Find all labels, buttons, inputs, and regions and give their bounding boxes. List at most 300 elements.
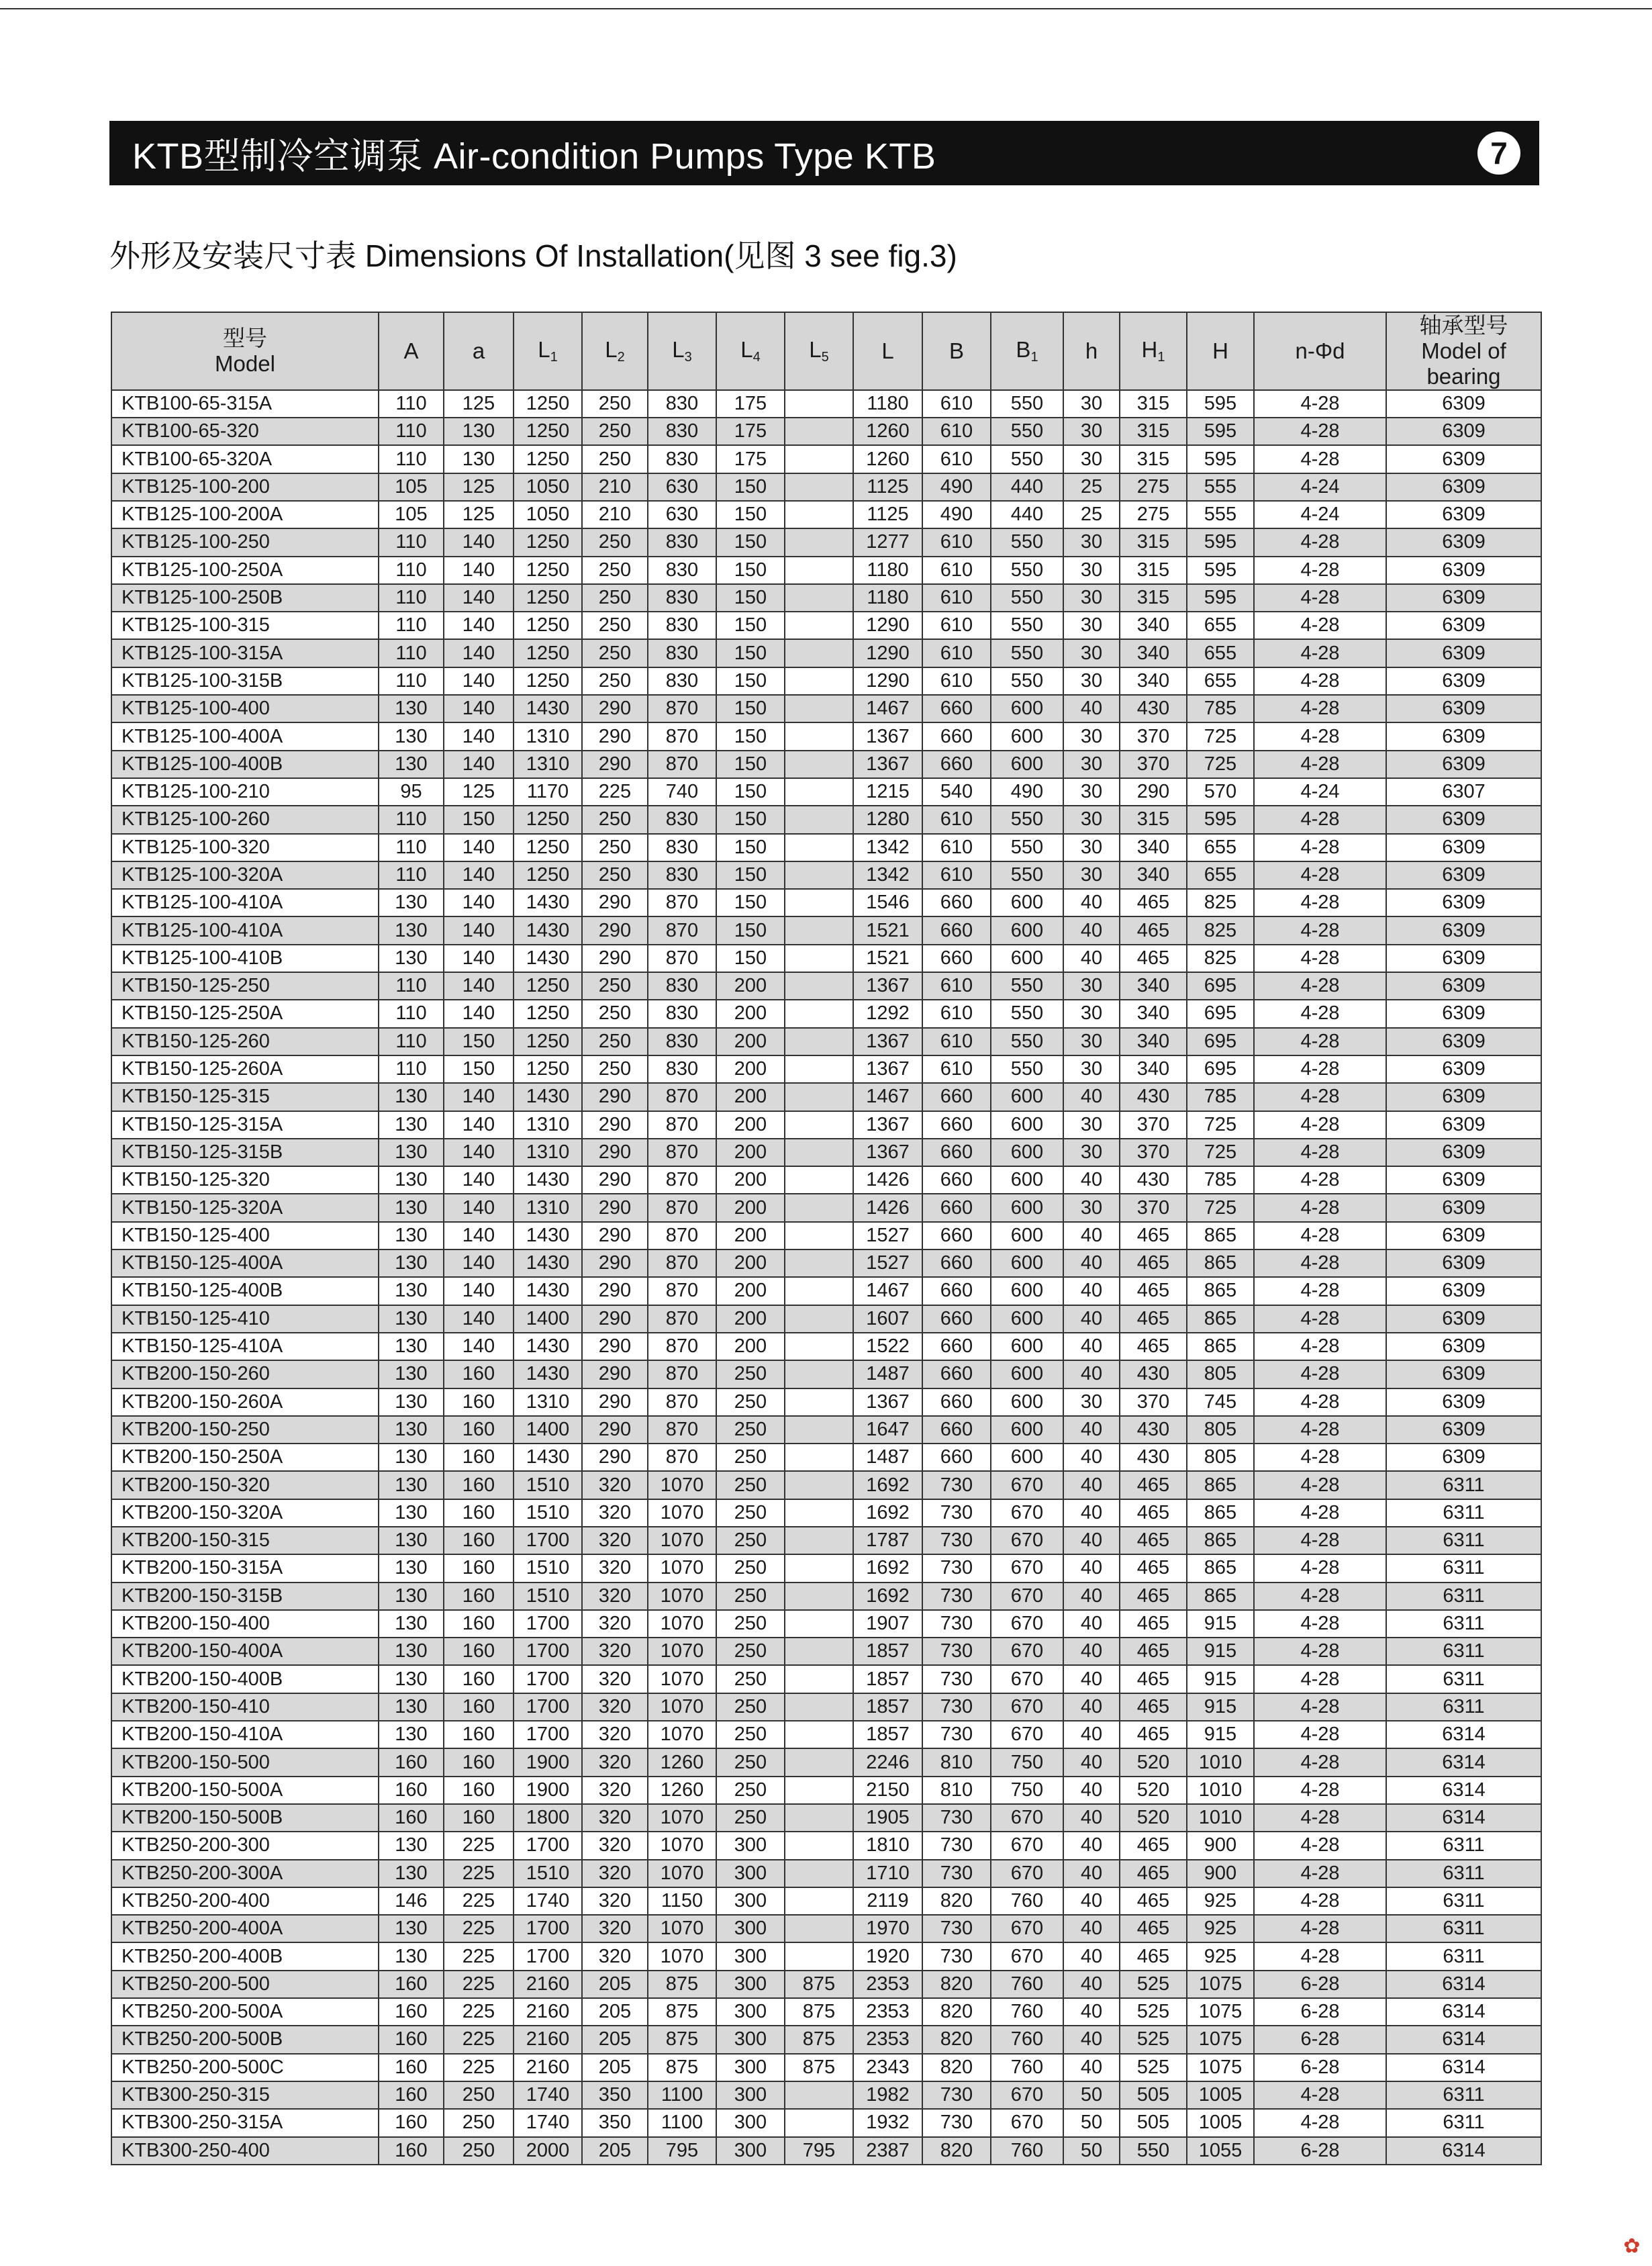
- value-cell: 820: [922, 2026, 991, 2053]
- value-cell: 290: [582, 1333, 648, 1360]
- value-cell: 670: [991, 2081, 1063, 2109]
- value-cell: 6309: [1386, 695, 1541, 722]
- value-cell: 730: [922, 1554, 991, 1582]
- value-cell: 465: [1120, 1860, 1187, 1887]
- column-header-label: H: [1141, 336, 1158, 362]
- value-cell: 6309: [1386, 1055, 1541, 1083]
- value-cell: 140: [444, 667, 514, 695]
- value-cell: [785, 1887, 853, 1915]
- value-cell: 6309: [1386, 584, 1541, 612]
- value-cell: 730: [922, 1942, 991, 1970]
- value-cell: 430: [1120, 695, 1187, 722]
- value-cell: 4-28: [1254, 1416, 1386, 1444]
- value-cell: 140: [444, 1277, 514, 1305]
- value-cell: 870: [648, 751, 716, 778]
- value-cell: 1250: [514, 445, 582, 473]
- value-cell: 250: [582, 972, 648, 1000]
- value-cell: 4-28: [1254, 612, 1386, 639]
- value-cell: 110: [379, 612, 444, 639]
- value-cell: 1250: [514, 1000, 582, 1027]
- value-cell: 820: [922, 1887, 991, 1915]
- value-cell: 130: [379, 1471, 444, 1499]
- value-cell: 1905: [853, 1804, 922, 1832]
- value-cell: 30: [1063, 528, 1120, 556]
- model-cell: KTB100-65-320: [111, 418, 379, 445]
- value-cell: 6311: [1386, 1583, 1541, 1610]
- value-cell: 6311: [1386, 2081, 1541, 2109]
- value-cell: 785: [1187, 1166, 1254, 1194]
- value-cell: 4-28: [1254, 639, 1386, 667]
- value-cell: 730: [922, 1915, 991, 1942]
- value-cell: 440: [991, 473, 1063, 501]
- value-cell: [785, 528, 853, 556]
- value-cell: 290: [582, 695, 648, 722]
- model-cell: KTB300-250-315: [111, 2081, 379, 2109]
- value-cell: 160: [379, 1971, 444, 1998]
- table-row: [111, 1527, 1541, 1554]
- value-cell: 250: [716, 1388, 785, 1416]
- value-cell: 4-28: [1254, 695, 1386, 722]
- value-cell: 4-24: [1254, 473, 1386, 501]
- value-cell: 1787: [853, 1527, 922, 1554]
- value-cell: 525: [1120, 2026, 1187, 2053]
- value-cell: 660: [922, 1222, 991, 1249]
- value-cell: 465: [1120, 1471, 1187, 1499]
- value-cell: [785, 722, 853, 750]
- value-cell: 1070: [648, 1915, 716, 1942]
- value-cell: [785, 1777, 853, 1804]
- value-cell: 160: [444, 1388, 514, 1416]
- value-cell: [785, 1028, 853, 1055]
- value-cell: 550: [1120, 2137, 1187, 2165]
- value-cell: 830: [648, 806, 716, 833]
- value-cell: 1400: [514, 1416, 582, 1444]
- value-cell: 205: [582, 2054, 648, 2081]
- value-cell: 30: [1063, 1194, 1120, 1221]
- value-cell: 2353: [853, 2026, 922, 2053]
- value-cell: 1521: [853, 945, 922, 972]
- model-cell: KTB200-150-400: [111, 1610, 379, 1638]
- value-cell: 4-28: [1254, 1832, 1386, 1859]
- value-cell: 4-28: [1254, 722, 1386, 750]
- value-cell: 160: [444, 1693, 514, 1721]
- value-cell: 490: [922, 501, 991, 528]
- column-header-label: n-Φd: [1295, 338, 1345, 363]
- value-cell: [785, 1942, 853, 1970]
- value-cell: 465: [1120, 1277, 1187, 1305]
- value-cell: 40: [1063, 1998, 1120, 2026]
- table-row: [111, 1444, 1541, 1471]
- value-cell: 925: [1187, 1942, 1254, 1970]
- value-cell: 160: [444, 1610, 514, 1638]
- value-cell: 160: [444, 1777, 514, 1804]
- value-cell: 40: [1063, 2054, 1120, 2081]
- value-cell: 600: [991, 1139, 1063, 1166]
- value-cell: 870: [648, 1166, 716, 1194]
- value-cell: 865: [1187, 1222, 1254, 1249]
- value-cell: 6309: [1386, 418, 1541, 445]
- value-cell: 465: [1120, 945, 1187, 972]
- value-cell: 290: [582, 889, 648, 916]
- value-cell: 730: [922, 1665, 991, 1693]
- value-cell: [785, 612, 853, 639]
- value-cell: 730: [922, 1804, 991, 1832]
- value-cell: [785, 667, 853, 695]
- value-cell: 490: [991, 778, 1063, 806]
- value-cell: 1290: [853, 612, 922, 639]
- value-cell: 660: [922, 722, 991, 750]
- value-cell: 870: [648, 1249, 716, 1277]
- table-row: [111, 1971, 1541, 1998]
- value-cell: 250: [716, 1804, 785, 1832]
- value-cell: 6-28: [1254, 2026, 1386, 2053]
- value-cell: 550: [991, 584, 1063, 612]
- value-cell: 465: [1120, 1583, 1187, 1610]
- value-cell: 875: [648, 1998, 716, 2026]
- value-cell: 225: [444, 1887, 514, 1915]
- value-cell: 1070: [648, 1610, 716, 1638]
- value-cell: 660: [922, 1249, 991, 1277]
- value-cell: [785, 1665, 853, 1693]
- value-cell: 870: [648, 1444, 716, 1471]
- value-cell: 1857: [853, 1693, 922, 1721]
- value-cell: 730: [922, 2081, 991, 2109]
- value-cell: 1970: [853, 1915, 922, 1942]
- value-cell: 40: [1063, 916, 1120, 944]
- value-cell: 670: [991, 1721, 1063, 1748]
- value-cell: 6309: [1386, 1000, 1541, 1027]
- table-row: [111, 1360, 1541, 1388]
- value-cell: 750: [991, 1777, 1063, 1804]
- value-cell: 430: [1120, 1166, 1187, 1194]
- value-cell: 6309: [1386, 528, 1541, 556]
- value-cell: 250: [716, 1416, 785, 1444]
- table-row: [111, 1721, 1541, 1748]
- value-cell: 140: [444, 834, 514, 861]
- value-cell: 300: [716, 2054, 785, 2081]
- value-cell: 6311: [1386, 1610, 1541, 1638]
- value-cell: 320: [582, 1942, 648, 1970]
- value-cell: [785, 1860, 853, 1887]
- value-cell: 250: [582, 1028, 648, 1055]
- value-cell: 4-28: [1254, 1638, 1386, 1665]
- value-cell: 50: [1063, 2137, 1120, 2165]
- value-cell: 1180: [853, 557, 922, 584]
- value-cell: 520: [1120, 1748, 1187, 1776]
- value-cell: 140: [444, 861, 514, 889]
- value-cell: 465: [1120, 889, 1187, 916]
- value-cell: [785, 861, 853, 889]
- value-cell: 870: [648, 1139, 716, 1166]
- value-cell: 1367: [853, 751, 922, 778]
- value-cell: 6309: [1386, 639, 1541, 667]
- value-cell: 465: [1120, 1554, 1187, 1582]
- value-cell: 870: [648, 1333, 716, 1360]
- value-cell: 610: [922, 1028, 991, 1055]
- value-cell: 290: [582, 1388, 648, 1416]
- value-cell: 595: [1187, 528, 1254, 556]
- value-cell: 40: [1063, 1693, 1120, 1721]
- value-cell: 40: [1063, 1249, 1120, 1277]
- value-cell: [785, 916, 853, 944]
- value-cell: 315: [1120, 584, 1187, 612]
- value-cell: 1467: [853, 1277, 922, 1305]
- value-cell: 870: [648, 1416, 716, 1444]
- value-cell: 4-28: [1254, 1083, 1386, 1111]
- table-row: [111, 1111, 1541, 1139]
- value-cell: 1310: [514, 1111, 582, 1139]
- model-cell: KTB125-100-315A: [111, 639, 379, 667]
- value-cell: 1010: [1187, 1777, 1254, 1804]
- value-cell: 250: [716, 1527, 785, 1554]
- model-cell: KTB200-150-320: [111, 1471, 379, 1499]
- model-cell: KTB200-150-260: [111, 1360, 379, 1388]
- value-cell: 315: [1120, 390, 1187, 418]
- value-cell: 4-28: [1254, 1055, 1386, 1083]
- column-header-label: L: [538, 336, 550, 362]
- value-cell: 6309: [1386, 945, 1541, 972]
- value-cell: 6309: [1386, 1249, 1541, 1277]
- value-cell: 290: [582, 1444, 648, 1471]
- value-cell: 610: [922, 445, 991, 473]
- value-cell: 6309: [1386, 473, 1541, 501]
- model-cell: KTB250-200-500: [111, 1971, 379, 1998]
- value-cell: 6311: [1386, 1860, 1541, 1887]
- value-cell: [785, 1139, 853, 1166]
- column-header-label: 型号: [223, 325, 267, 350]
- value-cell: 290: [582, 945, 648, 972]
- value-cell: 465: [1120, 1832, 1187, 1859]
- value-cell: 870: [648, 1222, 716, 1249]
- value-cell: 6311: [1386, 1832, 1541, 1859]
- model-cell: KTB125-100-315: [111, 612, 379, 639]
- value-cell: 200: [716, 1111, 785, 1139]
- value-cell: 6309: [1386, 1028, 1541, 1055]
- value-cell: 2387: [853, 2137, 922, 2165]
- value-cell: [785, 1083, 853, 1111]
- value-cell: 250: [582, 834, 648, 861]
- value-cell: 1510: [514, 1583, 582, 1610]
- value-cell: 830: [648, 1000, 716, 1027]
- page-number-badge: 7: [1477, 132, 1520, 175]
- value-cell: 6309: [1386, 390, 1541, 418]
- value-cell: 1260: [648, 1748, 716, 1776]
- value-cell: 290: [582, 722, 648, 750]
- value-cell: 695: [1187, 972, 1254, 1000]
- value-cell: 160: [444, 1499, 514, 1527]
- value-cell: 6311: [1386, 1471, 1541, 1499]
- value-cell: 660: [922, 1388, 991, 1416]
- table-row: [111, 473, 1541, 501]
- value-cell: 250: [582, 667, 648, 695]
- value-cell: 160: [379, 1804, 444, 1832]
- model-cell: KTB125-100-250: [111, 528, 379, 556]
- value-cell: 130: [379, 1277, 444, 1305]
- value-cell: 655: [1187, 639, 1254, 667]
- value-cell: 150: [716, 528, 785, 556]
- value-cell: 865: [1187, 1277, 1254, 1305]
- column-header-label-line: Model of: [1421, 338, 1506, 363]
- table-row: [111, 1554, 1541, 1582]
- value-cell: 725: [1187, 722, 1254, 750]
- value-cell: 550: [991, 528, 1063, 556]
- value-cell: 130: [379, 1527, 444, 1554]
- value-cell: 130: [379, 1194, 444, 1221]
- value-cell: 1125: [853, 473, 922, 501]
- value-cell: 1292: [853, 1000, 922, 1027]
- value-cell: 40: [1063, 889, 1120, 916]
- value-cell: 1367: [853, 972, 922, 1000]
- table-row: [111, 834, 1541, 861]
- model-cell: KTB100-65-315A: [111, 390, 379, 418]
- value-cell: 600: [991, 722, 1063, 750]
- value-cell: 660: [922, 916, 991, 944]
- column-header: [716, 312, 785, 390]
- value-cell: 6311: [1386, 1942, 1541, 1970]
- value-cell: 725: [1187, 1139, 1254, 1166]
- value-cell: 40: [1063, 695, 1120, 722]
- value-cell: 915: [1187, 1610, 1254, 1638]
- column-header: [648, 312, 716, 390]
- value-cell: 300: [716, 1998, 785, 2026]
- value-cell: 610: [922, 834, 991, 861]
- dimensions-table: [111, 312, 1542, 2165]
- value-cell: 600: [991, 1277, 1063, 1305]
- value-cell: 130: [379, 1249, 444, 1277]
- value-cell: 160: [444, 1554, 514, 1582]
- value-cell: 830: [648, 639, 716, 667]
- value-cell: 6-28: [1254, 1971, 1386, 1998]
- value-cell: 550: [991, 667, 1063, 695]
- value-cell: 130: [379, 1111, 444, 1139]
- value-cell: 465: [1120, 1333, 1187, 1360]
- value-cell: 875: [648, 2054, 716, 2081]
- column-header-label: B: [949, 338, 964, 363]
- table-row: [111, 1583, 1541, 1610]
- value-cell: 1430: [514, 1360, 582, 1388]
- value-cell: 110: [379, 528, 444, 556]
- value-cell: 4-28: [1254, 1777, 1386, 1804]
- value-cell: 550: [991, 445, 1063, 473]
- value-cell: 4-28: [1254, 751, 1386, 778]
- column-header-subscript: 3: [684, 349, 692, 365]
- value-cell: 320: [582, 1471, 648, 1499]
- value-cell: 600: [991, 695, 1063, 722]
- value-cell: 4-28: [1254, 1166, 1386, 1194]
- column-header-subscript: 5: [821, 349, 829, 365]
- value-cell: 150: [716, 778, 785, 806]
- value-cell: 1810: [853, 1832, 922, 1859]
- value-cell: 250: [716, 1610, 785, 1638]
- model-cell: KTB250-200-400A: [111, 1915, 379, 1942]
- value-cell: 1430: [514, 1166, 582, 1194]
- value-cell: 250: [716, 1554, 785, 1582]
- value-cell: 870: [648, 722, 716, 750]
- model-cell: KTB200-150-320A: [111, 1499, 379, 1527]
- value-cell: 1900: [514, 1748, 582, 1776]
- value-cell: 600: [991, 1166, 1063, 1194]
- table-row: [111, 1915, 1541, 1942]
- value-cell: 1700: [514, 1638, 582, 1665]
- value-cell: 1310: [514, 751, 582, 778]
- value-cell: 1070: [648, 1860, 716, 1887]
- value-cell: 110: [379, 445, 444, 473]
- value-cell: 140: [444, 889, 514, 916]
- value-cell: 290: [582, 1194, 648, 1221]
- value-cell: 600: [991, 889, 1063, 916]
- model-cell: KTB125-100-410A: [111, 889, 379, 916]
- value-cell: 105: [379, 473, 444, 501]
- column-header-subscript: 1: [1157, 349, 1165, 365]
- value-cell: 30: [1063, 1111, 1120, 1139]
- value-cell: 760: [991, 1971, 1063, 1998]
- value-cell: 1260: [853, 445, 922, 473]
- value-cell: 30: [1063, 1139, 1120, 1166]
- value-cell: 4-28: [1254, 1277, 1386, 1305]
- value-cell: 40: [1063, 1416, 1120, 1444]
- value-cell: 6309: [1386, 1333, 1541, 1360]
- value-cell: 555: [1187, 501, 1254, 528]
- value-cell: 1070: [648, 1832, 716, 1859]
- value-cell: 820: [922, 1971, 991, 1998]
- value-cell: 140: [444, 1000, 514, 1027]
- value-cell: 465: [1120, 1249, 1187, 1277]
- value-cell: 40: [1063, 1583, 1120, 1610]
- value-cell: 730: [922, 1638, 991, 1665]
- value-cell: 695: [1187, 1000, 1254, 1027]
- value-cell: 225: [444, 2054, 514, 2081]
- table-row: [111, 1277, 1541, 1305]
- table-row: [111, 639, 1541, 667]
- value-cell: 40: [1063, 1471, 1120, 1499]
- value-cell: 555: [1187, 473, 1254, 501]
- value-cell: 290: [582, 916, 648, 944]
- value-cell: 670: [991, 1860, 1063, 1887]
- table-body: [111, 390, 1541, 2165]
- model-cell: KTB200-150-500B: [111, 1804, 379, 1832]
- model-cell: KTB100-65-320A: [111, 445, 379, 473]
- value-cell: 1692: [853, 1499, 922, 1527]
- value-cell: 1857: [853, 1721, 922, 1748]
- value-cell: 6311: [1386, 1915, 1541, 1942]
- value-cell: 430: [1120, 1083, 1187, 1111]
- value-cell: 820: [922, 1998, 991, 2026]
- value-cell: 725: [1187, 1111, 1254, 1139]
- value-cell: 4-28: [1254, 1444, 1386, 1471]
- model-cell: KTB200-150-500A: [111, 1777, 379, 1804]
- value-cell: 6309: [1386, 1083, 1541, 1111]
- value-cell: 290: [582, 1139, 648, 1166]
- value-cell: 250: [716, 1721, 785, 1748]
- value-cell: 290: [582, 1305, 648, 1333]
- value-cell: 870: [648, 916, 716, 944]
- value-cell: 1180: [853, 584, 922, 612]
- value-cell: 200: [716, 1194, 785, 1221]
- value-cell: [785, 418, 853, 445]
- value-cell: 1215: [853, 778, 922, 806]
- value-cell: 320: [582, 1554, 648, 1582]
- value-cell: 40: [1063, 945, 1120, 972]
- table-row: [111, 695, 1541, 722]
- value-cell: 6309: [1386, 861, 1541, 889]
- value-cell: 290: [582, 1277, 648, 1305]
- table-row: [111, 1860, 1541, 1887]
- value-cell: 4-28: [1254, 667, 1386, 695]
- value-cell: 660: [922, 1166, 991, 1194]
- value-cell: 40: [1063, 1887, 1120, 1915]
- value-cell: 1280: [853, 806, 922, 833]
- value-cell: 250: [582, 528, 648, 556]
